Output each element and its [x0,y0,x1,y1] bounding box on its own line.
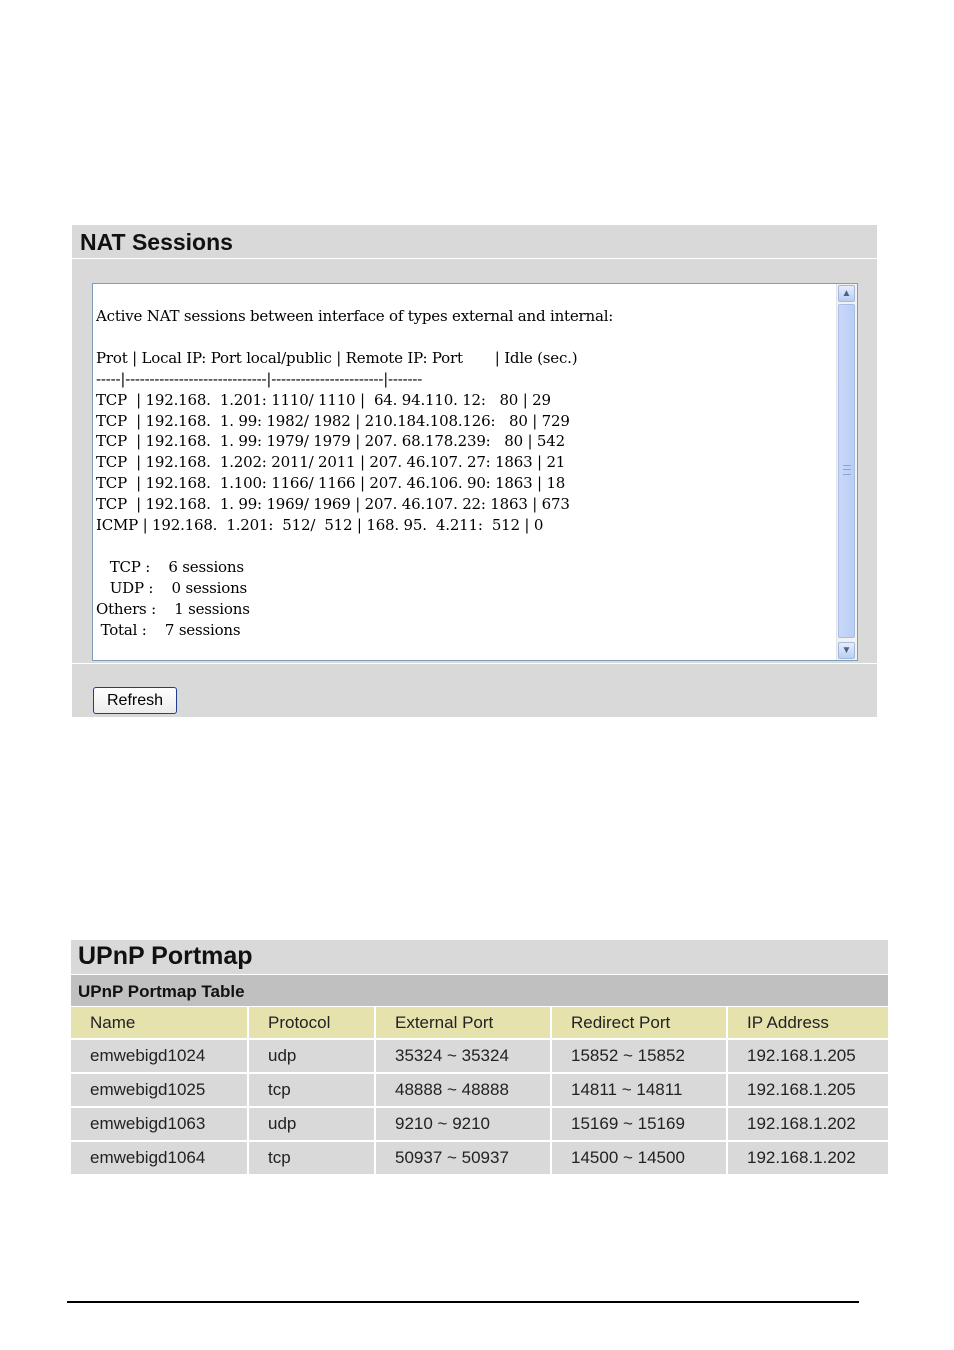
cell-ip-address: 192.168.1.202 [727,1107,888,1141]
cell-ip-address: 192.168.1.205 [727,1073,888,1107]
cell-redirect-port: 14811 ~ 14811 [551,1073,727,1107]
scroll-down-arrow-icon[interactable]: ▼ [838,642,855,659]
table-header-row [71,1007,888,1039]
nat-sessions-text: Active NAT sessions between interface of types external and internal: Prot | Local IP: Port local/public | Remote IP: Port | Idle (sec.) -----|-----------------------------|-----------------------|------- TCP | 192.168. 1.201: 1110/ 1110 | 64. 94.110. 12: 80 | 29 TCP | 192.168. 1. 99: 1982/ 1982 | 210.184.108.126: 80 | 729 TCP | 192.168. 1. 99: 1979/ 1979 | 207. 68.178.239: 80 | 542 TCP | 192.168. 1.202: 2011/ 2011 | 207. 46.107. 27: 1863 | 21 TCP | 192.168. 1.100: 1166/ 1166 | 207. 46.106. 90: 1863 | 18 TCP | 192.168. 1. 99: 1969/ 1969 | 207. 46.107. 22: 1863 | 673 ICMP | 192.168. 1.201: 512/ 512 | 168. 95. 4.211: 512 | 0 TCP : 6 sessions UDP : 0 sessions Others : 1 sessions Total : 7 sessions [96,307,614,639]
cell-name: emwebigd1024 [71,1039,248,1073]
table-row [71,1073,888,1107]
upnp-portmap-table-title: UPnP Portmap Table [78,982,245,1001]
panel-divider [72,663,877,664]
scroll-up-arrow-icon[interactable]: ▲ [838,285,855,302]
cell-name: emwebigd1064 [71,1141,248,1175]
upnp-portmap-table-heading [71,975,888,1006]
cell-protocol: udp [248,1107,375,1141]
column-header-ip-address: IP Address [727,1007,888,1039]
column-header-name: Name [71,1007,248,1039]
upnp-portmap-table [71,1007,888,1176]
cell-external-port: 50937 ~ 50937 [375,1141,551,1175]
cell-redirect-port: 15169 ~ 15169 [551,1107,727,1141]
nat-sessions-title-bar [72,225,877,259]
column-header-redirect-port: Redirect Port [551,1007,727,1039]
table-row [71,1107,888,1141]
nat-sessions-panel [72,225,877,717]
cell-protocol: tcp [248,1073,375,1107]
upnp-portmap-title-bar [71,940,888,974]
nat-sessions-title: NAT Sessions [80,229,233,255]
cell-name: emwebigd1025 [71,1073,248,1107]
scrollbar-grip-icon [843,465,851,475]
column-header-external-port: External Port [375,1007,551,1039]
column-header-protocol: Protocol [248,1007,375,1039]
table-row [71,1141,888,1175]
nat-sessions-textarea[interactable] [92,283,858,661]
refresh-button[interactable]: Refresh [93,687,177,714]
footer-rule [67,1301,859,1303]
cell-external-port: 48888 ~ 48888 [375,1073,551,1107]
cell-ip-address: 192.168.1.205 [727,1039,888,1073]
cell-external-port: 35324 ~ 35324 [375,1039,551,1073]
cell-ip-address: 192.168.1.202 [727,1141,888,1175]
upnp-portmap-panel [71,940,888,1173]
cell-redirect-port: 15852 ~ 15852 [551,1039,727,1073]
vertical-scrollbar[interactable] [836,284,857,660]
upnp-portmap-title: UPnP Portmap [78,942,253,970]
cell-external-port: 9210 ~ 9210 [375,1107,551,1141]
cell-redirect-port: 14500 ~ 14500 [551,1141,727,1175]
scrollbar-thumb[interactable] [838,304,855,638]
table-row [71,1039,888,1073]
cell-protocol: udp [248,1039,375,1073]
cell-name: emwebigd1063 [71,1107,248,1141]
cell-protocol: tcp [248,1141,375,1175]
